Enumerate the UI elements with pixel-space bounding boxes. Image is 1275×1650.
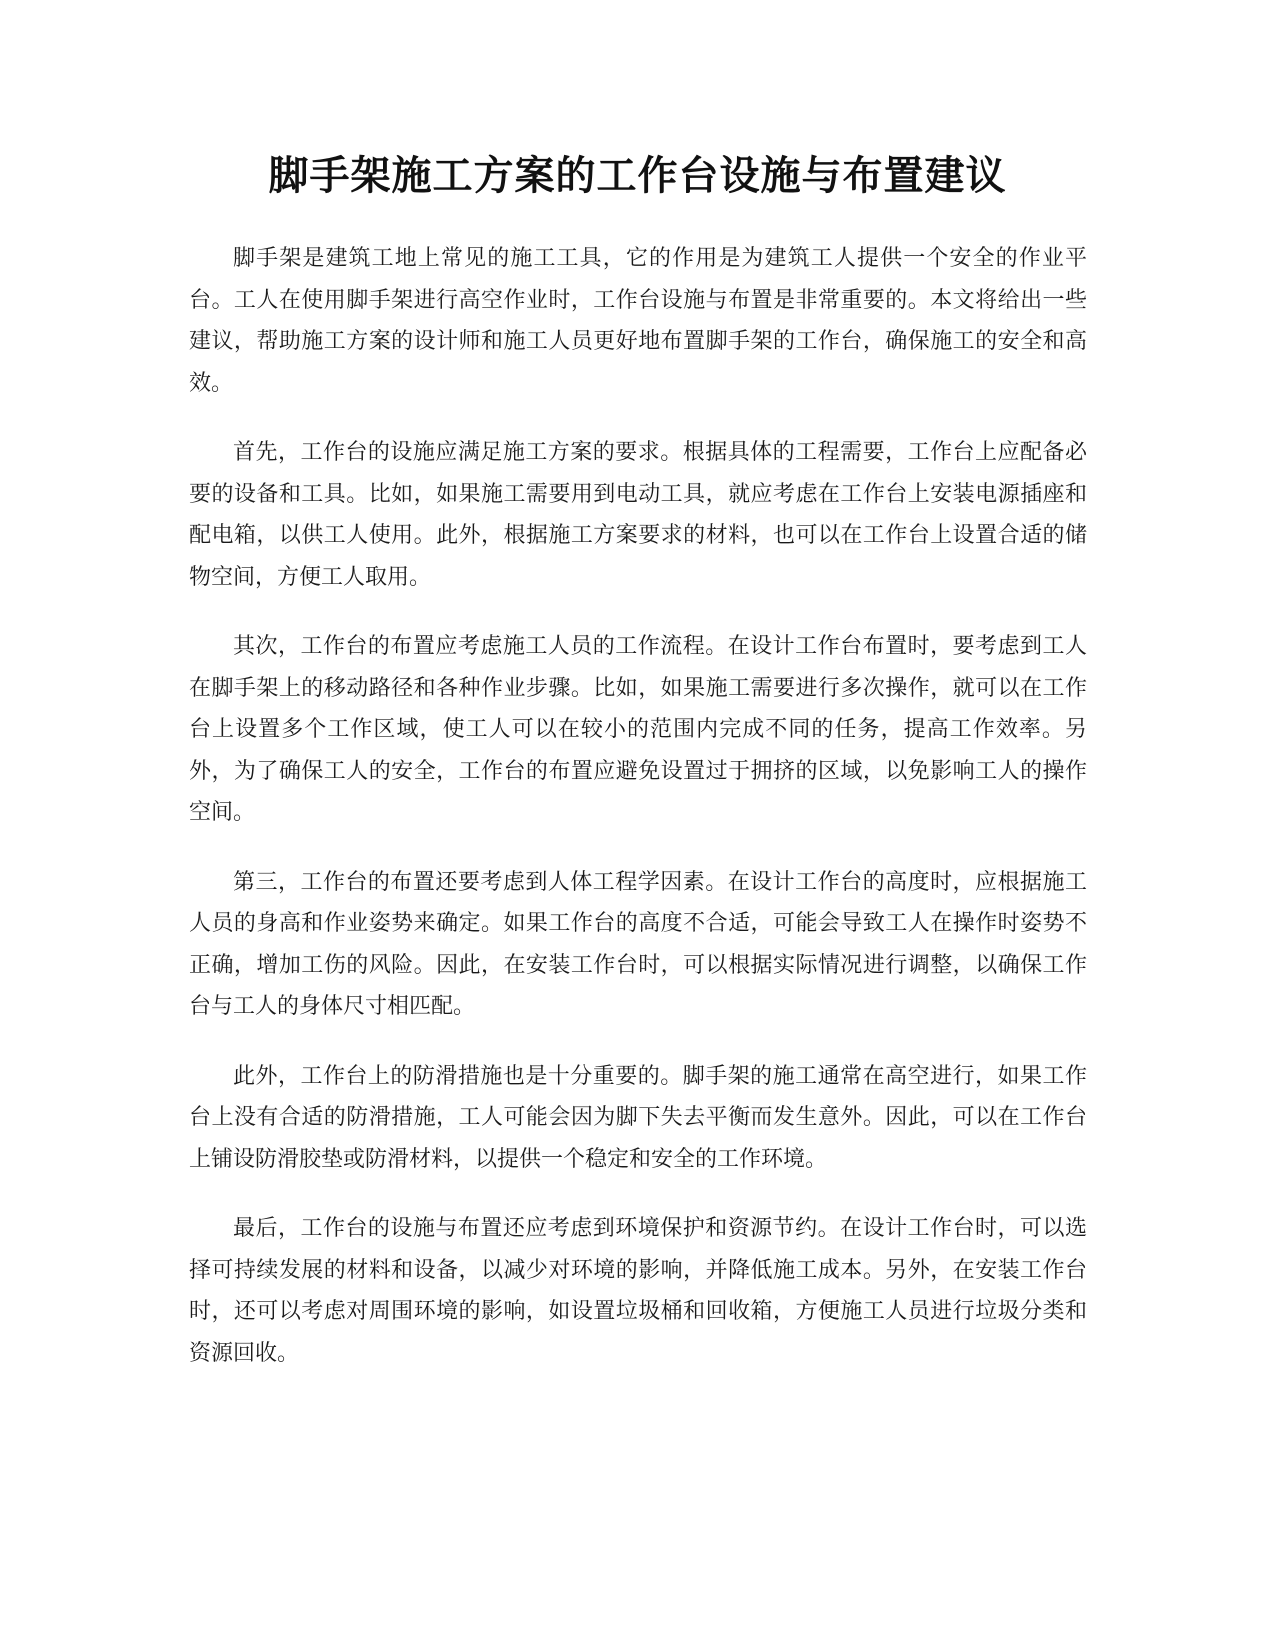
paragraph-intro: 脚手架是建筑工地上常见的施工工具，它的作用是为建筑工人提供一个安全的作业平台。工人在使用脚手架进行高空作业时，工作台设施与布置是非常重要的。本文将给出一些建议，帮助施工方案的设计师和施工人员更好地布置脚手架的工作台，确保施工的安全和高效。 (189, 246, 1087, 396)
document-body (189, 238, 1087, 1402)
paragraph-final: 最后，工作台的设施与布置还应考虑到环境保护和资源节约。在设计工作台时，可以选择可持续发展的材料和设备，以减少对环境的影响，并降低施工成本。另外，在安装工作台时，还可以考虑对周围环境的影响，如设置垃圾桶和回收箱，方便施工人员进行垃圾分类和资源回收。 (189, 1216, 1087, 1366)
paragraph-additional: 此外，工作台上的防滑措施也是十分重要的。脚手架的施工通常在高空进行，如果工作台上没有合适的防滑措施，工人可能会因为脚下失去平衡而发生意外。因此，可以在工作台上铺设防滑胶垫或防滑材料，以提供一个稳定和安全的工作环境。 (189, 1063, 1087, 1172)
paragraph-first: 首先，工作台的设施应满足施工方案的要求。根据具体的工程需要，工作台上应配备必要的设备和工具。比如，如果施工需要用到电动工具，就应考虑在工作台上安装电源插座和配电箱，以供工人使用。此外，根据施工方案要求的材料，也可以在工作台上设置合适的储物空间，方便工人取用。 (189, 440, 1087, 590)
paragraph-third: 第三，工作台的布置还要考虑到人体工程学因素。在设计工作台的高度时，应根据施工人员的身高和作业姿势来确定。如果工作台的高度不合适，可能会导致工人在操作时姿势不正确，增加工伤的风险。因此，在安装工作台时，可以根据实际情况进行调整，以确保工作台与工人的身体尺寸相匹配。 (189, 869, 1087, 1019)
paragraph-second: 其次，工作台的布置应考虑施工人员的工作流程。在设计工作台布置时，要考虑到工人在脚手架上的移动路径和各种作业步骤。比如，如果施工需要进行多次操作，就可以在工作台上设置多个工作区域，使工人可以在较小的范围内完成不同的任务，提高工作效率。另外，为了确保工人的安全，工作台的布置应避免设置过于拥挤的区域，以免影响工人的操作空间。 (189, 634, 1087, 825)
document-title: 脚手架施工方案的工作台设施与布置建议 (268, 153, 1007, 199)
